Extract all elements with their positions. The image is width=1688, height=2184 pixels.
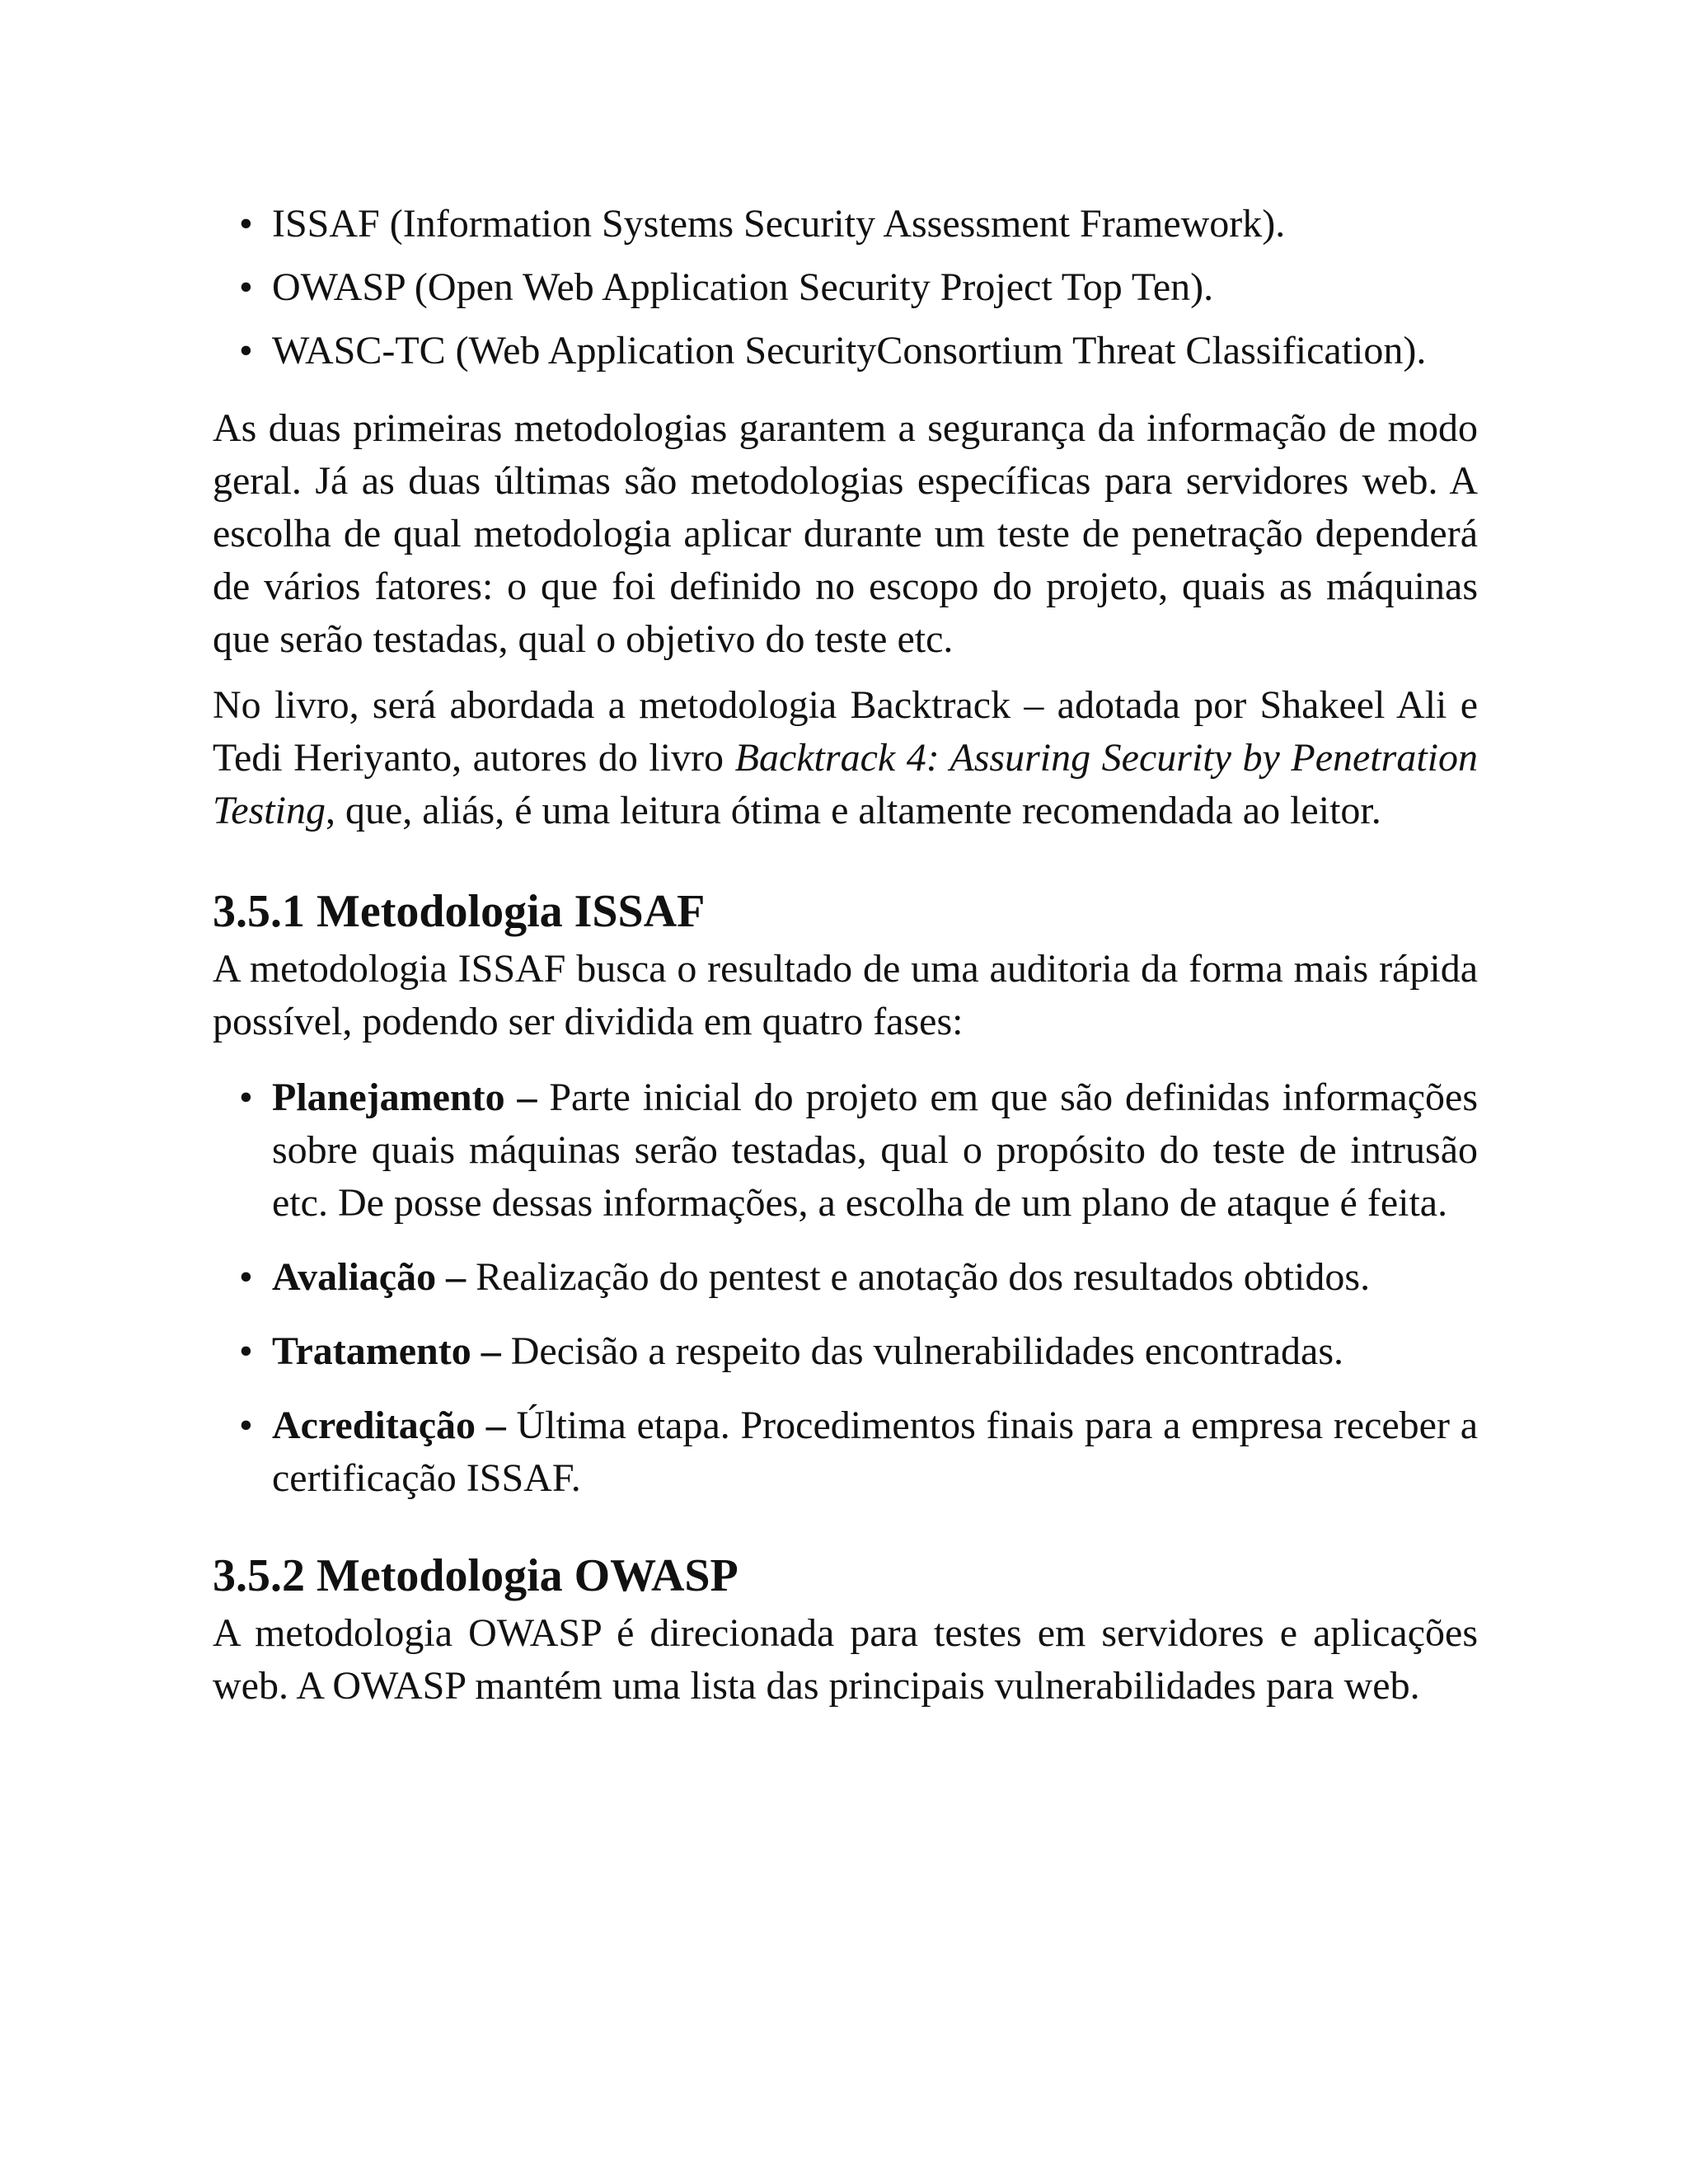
- list-item-text: ISSAF (Information Systems Security Assessment Framework).: [272, 202, 1286, 246]
- bullet-icon: •: [239, 1255, 253, 1299]
- phase-term: Planejamento –: [272, 1076, 537, 1119]
- phase-description: Decisão a respeito das vulnerabilidades encontradas.: [500, 1329, 1343, 1373]
- list-item-text: WASC-TC (Web Application SecurityConsortium Threat Classification).: [272, 329, 1427, 373]
- paragraph-owasp-intro: A metodologia OWASP é direcionada para testes em servidores e aplicações web. A OWASP mantém uma lista das principais vulnerabilidades para web.: [213, 1611, 1478, 1708]
- bullet-icon: •: [239, 329, 253, 373]
- phase-description: Realização do pentest e anotação dos resultados obtidos.: [466, 1255, 1371, 1299]
- phase-term: Acreditação –: [272, 1404, 506, 1447]
- methodology-list: [213, 198, 1478, 377]
- phase-term: Tratamento –: [272, 1329, 501, 1373]
- bullet-icon: •: [239, 1076, 253, 1119]
- list-item-text: OWASP (Open Web Application Security Project Top Ten).: [272, 265, 1214, 309]
- list-item: [213, 198, 1478, 251]
- list-item: [213, 1071, 1478, 1230]
- paragraph-text: , que, aliás, é uma leitura ótima e altamente recomendada ao leitor.: [325, 789, 1381, 832]
- bullet-icon: •: [239, 1404, 253, 1447]
- bullet-icon: •: [239, 202, 253, 246]
- phase-term: Avaliação –: [272, 1255, 467, 1299]
- list-item: [213, 261, 1478, 314]
- phase-description: Última etapa. Procedimentos finais para a empresa receber a certificação ISSAF.: [272, 1404, 1478, 1500]
- paragraph-text: No livro, será abordada a metodologia Backtrack – adotada por Shakeel Ali e Tedi Heriyanto, autores do livro: [213, 683, 1478, 780]
- phase-description: Parte inicial do projeto em que são definidas informações sobre quais máquinas serão testadas, qual o propósito do teste de intrusão etc. De posse dessas informações, a escolha de um plano de ataque é feita.: [272, 1076, 1478, 1225]
- paragraph-backtrack: [213, 679, 1478, 837]
- bullet-icon: •: [239, 265, 253, 309]
- paragraph-issaf-intro: A metodologia ISSAF busca o resultado de uma auditoria da forma mais rápida possível, podendo ser dividida em quatro fases:: [213, 947, 1478, 1043]
- list-item: [213, 1325, 1478, 1378]
- section-heading-issaf: 3.5.1 Metodologia ISSAF: [213, 886, 706, 937]
- bullet-icon: •: [239, 1329, 253, 1373]
- list-item: [213, 1251, 1478, 1304]
- page-content: [213, 198, 1478, 1713]
- paragraph-methodologies: As duas primeiras metodologias garantem a segurança da informação de modo geral. Já as duas últimas são metodologias específicas para servidores web. A escolha de qual metodologia aplicar durante um teste de penetração dependerá de vários fatores: o que foi definido no escopo do projeto, quais as máquinas que serão testadas, qual o objetivo do teste etc.: [213, 406, 1478, 661]
- section-heading-owasp: 3.5.2 Metodologia OWASP: [213, 1550, 738, 1601]
- book-title: Backtrack 4: Assuring Security by Penetration Testing: [213, 736, 1478, 832]
- issaf-phases-list: [213, 1071, 1478, 1505]
- list-item: [213, 1399, 1478, 1505]
- list-item: [213, 325, 1478, 377]
